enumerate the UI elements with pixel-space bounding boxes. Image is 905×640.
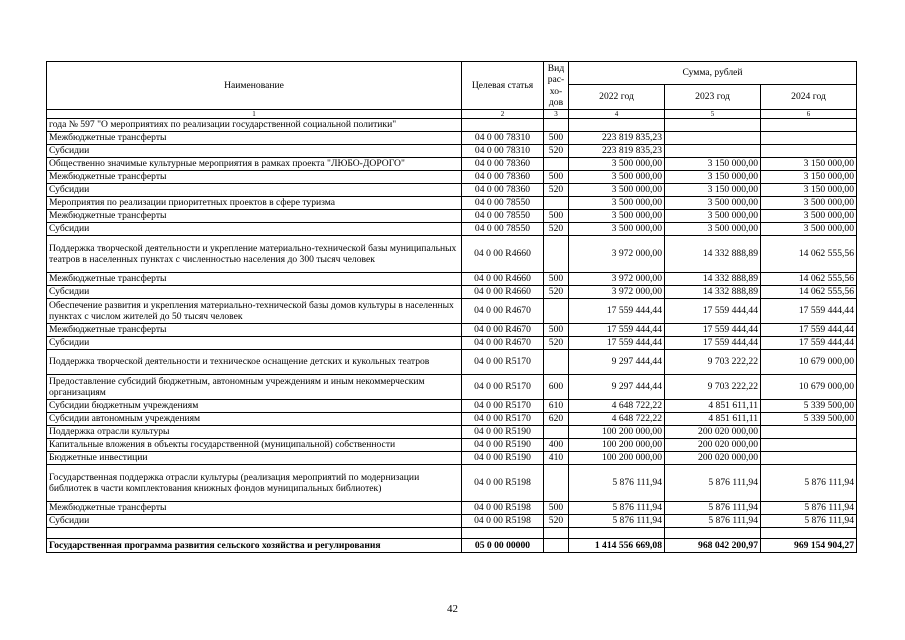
row-sum-2022: 3 500 000,00	[569, 223, 665, 236]
row-sum-2024	[761, 145, 857, 158]
row-target-article: 04 0 00 R4670	[462, 299, 544, 324]
row-name: Субсидии бюджетным учреждениям	[47, 400, 462, 413]
row-name: Капитальные вложения в объекты государственной (муниципальной) собственности	[47, 439, 462, 452]
row-sum-2024: 17 559 444,44	[761, 324, 857, 337]
row-name: Общественно значимые культурные мероприятия в рамках проекта "ЛЮБО-ДОРОГО"	[47, 158, 462, 171]
row-expense-type: 520	[544, 515, 569, 528]
row-name: Субсидии	[47, 184, 462, 197]
row-sum-2024: 5 339 500,00	[761, 400, 857, 413]
row-sum-2024: 3 150 000,00	[761, 158, 857, 171]
row-expense-type	[544, 528, 569, 539]
row-sum-2024	[761, 426, 857, 439]
table-row	[47, 350, 857, 375]
row-expense-type: 610	[544, 400, 569, 413]
table-row	[47, 132, 857, 145]
table-row	[47, 210, 857, 223]
header-year-2023: 2023 год	[665, 85, 761, 110]
col-number: 5	[665, 110, 761, 119]
table-row	[47, 528, 857, 539]
table-row	[47, 145, 857, 158]
table-row	[47, 197, 857, 210]
header-year-2024: 2024 год	[761, 85, 857, 110]
row-sum-2022: 100 200 000,00	[569, 426, 665, 439]
row-target-article: 04 0 00 78360	[462, 184, 544, 197]
row-name: Предоставление субсидий бюджетным, автономным учреждениям и иным некоммерческим организациям	[47, 375, 462, 400]
row-name: Субсидии автономным учреждениям	[47, 413, 462, 426]
row-sum-2023	[665, 132, 761, 145]
header-target-article: Целевая статья	[462, 62, 544, 110]
row-target-article: 04 0 00 R5170	[462, 350, 544, 375]
row-name: Обеспечение развития и укрепления материально-технической базы домов культуры в населенных пунктах с числом жителей до 50 тысяч человек	[47, 299, 462, 324]
row-sum-2022: 3 500 000,00	[569, 158, 665, 171]
row-name: Субсидии	[47, 223, 462, 236]
row-name: Субсидии	[47, 515, 462, 528]
row-sum-2023: 3 150 000,00	[665, 184, 761, 197]
row-expense-type: 520	[544, 337, 569, 350]
row-sum-2023: 200 020 000,00	[665, 452, 761, 465]
row-expense-type	[544, 158, 569, 171]
row-sum-2022: 5 876 111,94	[569, 502, 665, 515]
row-sum-2024	[761, 119, 857, 132]
row-target-article: 04 0 00 R5198	[462, 465, 544, 502]
row-expense-type: 520	[544, 286, 569, 299]
row-sum-2023: 3 500 000,00	[665, 210, 761, 223]
row-sum-2022: 100 200 000,00	[569, 439, 665, 452]
row-target-article: 04 0 00 R5170	[462, 400, 544, 413]
row-sum-2024: 10 679 000,00	[761, 350, 857, 375]
row-sum-2023: 4 851 611,11	[665, 413, 761, 426]
row-target-article: 04 0 00 R5198	[462, 515, 544, 528]
col-number: 2	[462, 110, 544, 119]
row-sum-2022: 5 876 111,94	[569, 515, 665, 528]
row-sum-2024: 3 500 000,00	[761, 223, 857, 236]
row-sum-2023: 9 703 222,22	[665, 350, 761, 375]
row-name: Мероприятия по реализации приоритетных проектов в сфере туризма	[47, 197, 462, 210]
row-expense-type	[544, 539, 569, 553]
col-number: 4	[569, 110, 665, 119]
row-expense-type: 400	[544, 439, 569, 452]
row-sum-2024: 14 062 555,56	[761, 236, 857, 273]
row-sum-2023: 9 703 222,22	[665, 375, 761, 400]
table-row	[47, 119, 857, 132]
row-sum-2024: 3 500 000,00	[761, 197, 857, 210]
row-sum-2023: 17 559 444,44	[665, 324, 761, 337]
row-sum-2022: 3 500 000,00	[569, 210, 665, 223]
row-expense-type: 500	[544, 132, 569, 145]
row-expense-type: 500	[544, 273, 569, 286]
row-name: Межбюджетные трансферты	[47, 273, 462, 286]
row-sum-2022: 17 559 444,44	[569, 324, 665, 337]
row-sum-2024	[761, 439, 857, 452]
row-sum-2022: 3 500 000,00	[569, 171, 665, 184]
row-expense-type: 520	[544, 223, 569, 236]
row-target-article: 04 0 00 78550	[462, 223, 544, 236]
row-target-article: 04 0 00 78360	[462, 171, 544, 184]
table-row	[47, 452, 857, 465]
row-sum-2023: 17 559 444,44	[665, 337, 761, 350]
row-sum-2022: 3 972 000,00	[569, 286, 665, 299]
row-sum-2024: 17 559 444,44	[761, 299, 857, 324]
row-target-article: 04 0 00 R4670	[462, 324, 544, 337]
row-expense-type	[544, 119, 569, 132]
table-row	[47, 158, 857, 171]
row-sum-2022: 9 297 444,44	[569, 350, 665, 375]
table-row	[47, 426, 857, 439]
row-name: Межбюджетные трансферты	[47, 210, 462, 223]
row-sum-2023: 200 020 000,00	[665, 426, 761, 439]
table-row	[47, 413, 857, 426]
row-expense-type: 410	[544, 452, 569, 465]
table-row	[47, 324, 857, 337]
table-row	[47, 286, 857, 299]
row-expense-type: 520	[544, 184, 569, 197]
row-expense-type: 500	[544, 171, 569, 184]
row-name: Межбюджетные трансферты	[47, 132, 462, 145]
row-name: года № 597 "О мероприятиях по реализации государственной социальной политики"	[47, 119, 462, 132]
row-sum-2022: 4 648 722,22	[569, 413, 665, 426]
row-name: Бюджетные инвестиции	[47, 452, 462, 465]
row-expense-type	[544, 299, 569, 324]
row-sum-2023	[665, 528, 761, 539]
row-name: Государственная поддержка отрасли культуры (реализация мероприятий по модернизации библиотек в части комплектования книжных фондов муниципальных библиотек)	[47, 465, 462, 502]
row-target-article: 04 0 00 R5190	[462, 439, 544, 452]
row-expense-type: 520	[544, 145, 569, 158]
row-sum-2024: 3 150 000,00	[761, 184, 857, 197]
col-number: 6	[761, 110, 857, 119]
table-row	[47, 223, 857, 236]
table-row	[47, 273, 857, 286]
header-name: Наименование	[47, 62, 462, 110]
row-sum-2022: 9 297 444,44	[569, 375, 665, 400]
row-sum-2024: 17 559 444,44	[761, 337, 857, 350]
column-numbers-row	[47, 110, 857, 119]
row-sum-2022	[569, 528, 665, 539]
row-sum-2022: 1 414 556 669,08	[569, 539, 665, 553]
page-number: 42	[447, 603, 458, 615]
row-sum-2023: 5 876 111,94	[665, 502, 761, 515]
row-name: Поддержка отрасли культуры	[47, 426, 462, 439]
row-expense-type	[544, 426, 569, 439]
row-target-article: 05 0 00 00000	[462, 539, 544, 553]
row-target-article: 04 0 00 78360	[462, 158, 544, 171]
row-target-article	[462, 528, 544, 539]
total-row	[47, 539, 857, 553]
row-sum-2024: 5 876 111,94	[761, 465, 857, 502]
row-sum-2022: 100 200 000,00	[569, 452, 665, 465]
row-expense-type	[544, 197, 569, 210]
row-sum-2024: 10 679 000,00	[761, 375, 857, 400]
row-expense-type: 500	[544, 502, 569, 515]
row-sum-2022: 3 972 000,00	[569, 236, 665, 273]
table-row	[47, 400, 857, 413]
row-sum-2024: 5 339 500,00	[761, 413, 857, 426]
row-target-article: 04 0 00 78550	[462, 197, 544, 210]
row-sum-2023: 17 559 444,44	[665, 299, 761, 324]
row-sum-2024: 14 062 555,56	[761, 286, 857, 299]
row-sum-2022	[569, 119, 665, 132]
budget-table	[46, 61, 857, 553]
row-expense-type: 500	[544, 210, 569, 223]
table-row	[47, 337, 857, 350]
row-sum-2024: 5 876 111,94	[761, 502, 857, 515]
header-sum: Сумма, рублей	[569, 62, 857, 85]
row-target-article: 04 0 00 78310	[462, 132, 544, 145]
row-sum-2022: 3 500 000,00	[569, 197, 665, 210]
row-name	[47, 528, 462, 539]
row-sum-2022: 3 972 000,00	[569, 273, 665, 286]
row-target-article: 04 0 00 R4670	[462, 337, 544, 350]
row-name: Межбюджетные трансферты	[47, 324, 462, 337]
row-sum-2023: 4 851 611,11	[665, 400, 761, 413]
row-sum-2022: 3 500 000,00	[569, 184, 665, 197]
table-row	[47, 439, 857, 452]
row-target-article: 04 0 00 78550	[462, 210, 544, 223]
table-row	[47, 236, 857, 273]
row-sum-2024: 5 876 111,94	[761, 515, 857, 528]
row-sum-2023: 968 042 200,97	[665, 539, 761, 553]
table-row	[47, 171, 857, 184]
row-target-article	[462, 119, 544, 132]
row-expense-type: 600	[544, 375, 569, 400]
row-sum-2023: 3 500 000,00	[665, 197, 761, 210]
row-sum-2024	[761, 528, 857, 539]
row-sum-2022: 17 559 444,44	[569, 299, 665, 324]
row-name: Государственная программа развития сельского хозяйства и регулирования	[47, 539, 462, 553]
row-sum-2023: 14 332 888,89	[665, 273, 761, 286]
row-sum-2023: 3 150 000,00	[665, 171, 761, 184]
row-sum-2022: 5 876 111,94	[569, 465, 665, 502]
row-sum-2024: 3 150 000,00	[761, 171, 857, 184]
header-expense-type: Вид рас-хо-дов	[544, 62, 569, 110]
table-row	[47, 515, 857, 528]
table-row	[47, 502, 857, 515]
row-sum-2023: 5 876 111,94	[665, 465, 761, 502]
row-sum-2022: 223 819 835,23	[569, 145, 665, 158]
row-name: Поддержка творческой деятельности и укрепление материально-технической базы муниципальных театров в населенных пунктах с численностью населения до 300 тысяч человек	[47, 236, 462, 273]
row-sum-2022: 17 559 444,44	[569, 337, 665, 350]
row-sum-2023: 14 332 888,89	[665, 286, 761, 299]
row-sum-2022: 223 819 835,23	[569, 132, 665, 145]
row-target-article: 04 0 00 R4660	[462, 286, 544, 299]
row-sum-2023: 14 332 888,89	[665, 236, 761, 273]
row-sum-2024: 14 062 555,56	[761, 273, 857, 286]
row-expense-type	[544, 350, 569, 375]
row-sum-2023: 3 150 000,00	[665, 158, 761, 171]
row-target-article: 04 0 00 R5170	[462, 413, 544, 426]
row-name: Субсидии	[47, 145, 462, 158]
row-target-article: 04 0 00 R5190	[462, 452, 544, 465]
row-name: Поддержка творческой деятельности и техническое оснащение детских и кукольных театров	[47, 350, 462, 375]
row-sum-2024	[761, 132, 857, 145]
table-row	[47, 375, 857, 400]
col-number: 3	[544, 110, 569, 119]
row-sum-2024: 969 154 904,27	[761, 539, 857, 553]
row-name: Субсидии	[47, 337, 462, 350]
row-target-article: 04 0 00 R5198	[462, 502, 544, 515]
table-row	[47, 299, 857, 324]
row-name: Межбюджетные трансферты	[47, 171, 462, 184]
col-number: 1	[47, 110, 462, 119]
row-sum-2023: 3 500 000,00	[665, 223, 761, 236]
row-expense-type	[544, 465, 569, 502]
row-sum-2023: 200 020 000,00	[665, 439, 761, 452]
table-row	[47, 465, 857, 502]
row-target-article: 04 0 00 R5170	[462, 375, 544, 400]
row-target-article: 04 0 00 R4660	[462, 273, 544, 286]
row-expense-type: 620	[544, 413, 569, 426]
row-name: Межбюджетные трансферты	[47, 502, 462, 515]
row-sum-2022: 4 648 722,22	[569, 400, 665, 413]
row-sum-2023: 5 876 111,94	[665, 515, 761, 528]
row-sum-2023	[665, 145, 761, 158]
row-expense-type	[544, 236, 569, 273]
row-sum-2024	[761, 452, 857, 465]
table-row	[47, 184, 857, 197]
row-expense-type: 500	[544, 324, 569, 337]
row-target-article: 04 0 00 78310	[462, 145, 544, 158]
row-sum-2024: 3 500 000,00	[761, 210, 857, 223]
row-name: Субсидии	[47, 286, 462, 299]
row-target-article: 04 0 00 R4660	[462, 236, 544, 273]
header-year-2022: 2022 год	[569, 85, 665, 110]
row-target-article: 04 0 00 R5190	[462, 426, 544, 439]
row-sum-2023	[665, 119, 761, 132]
